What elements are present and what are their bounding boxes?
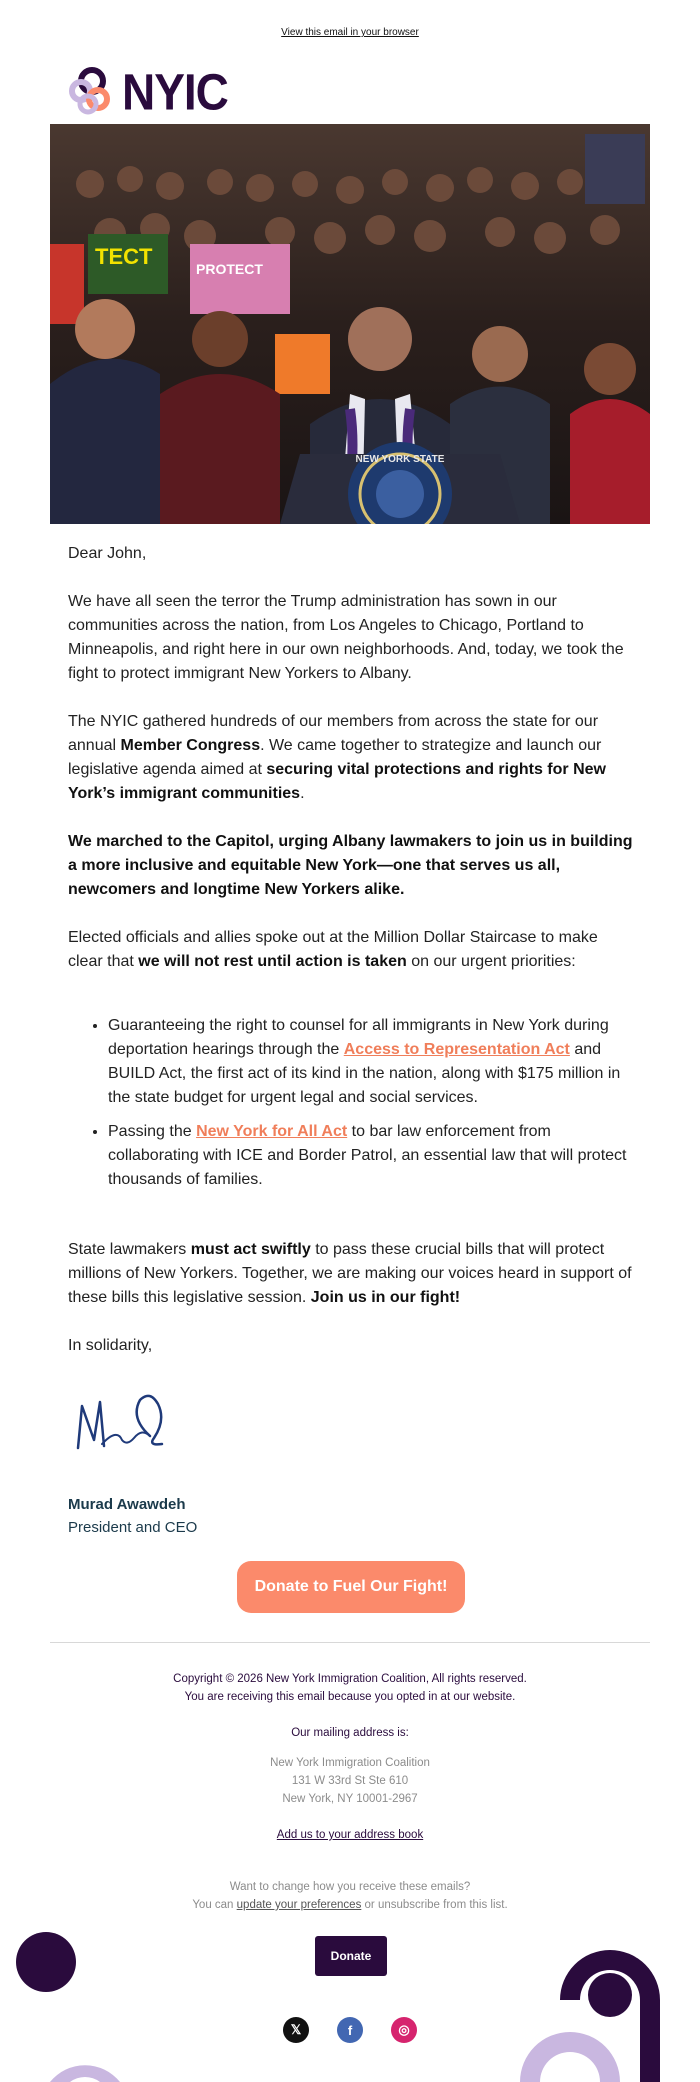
p4-text-a: Elected officials and allies spoke out at the Million Dollar Staircase to make clear that <box>68 929 598 970</box>
change-preferences-question: Want to change how you receive these emails? <box>229 1881 471 1893</box>
update-preferences-link[interactable]: update your preferences <box>236 1899 362 1911</box>
address-book-row <box>0 1827 700 1844</box>
svg-text:TECT: TECT <box>95 244 153 269</box>
member-congress-bold: Member Congress <box>120 737 261 754</box>
address-street: 131 W 33rd St Ste 610 <box>291 1775 409 1787</box>
nyic-logo-text: NYIC <box>122 63 228 121</box>
p2-bold-goal: securing vital protections and rights for New York’s immigrant communities <box>68 761 606 802</box>
p5-text-a: State lawmakers <box>68 1241 191 1258</box>
new-york-for-all-act-link[interactable]: New York for All Act <box>196 1123 348 1140</box>
donate-fuel-fight-button[interactable]: Donate to Fuel Our Fight! <box>237 1561 465 1613</box>
add-address-book-link[interactable]: Add us to your address book <box>276 1829 424 1841</box>
podium-seal-text: NEW YORK STATE <box>355 454 445 465</box>
copyright-text: Copyright © 2026 New York Immigration Coalition, All rights reserved. <box>173 1673 527 1685</box>
nyic-logo[interactable] <box>68 63 228 121</box>
p2-text-c: . We came together to strategize and launch our legislative agenda aimed at <box>68 737 602 778</box>
x-icon[interactable]: 𝕏 <box>283 2017 309 2043</box>
mailing-label: Our mailing address is: <box>291 1727 409 1739</box>
paragraph-2 <box>68 710 633 806</box>
view-in-browser-bar <box>0 27 700 38</box>
closing: In solidarity, <box>68 1337 153 1354</box>
p5-bold-a: must act swiftly <box>190 1241 311 1258</box>
list-item <box>108 1014 633 1110</box>
view-in-browser-link[interactable]: View this email in your browser <box>281 27 419 38</box>
nyic-logo-icon <box>68 66 120 118</box>
signature-title: President and CEO <box>68 1519 198 1536</box>
unsubscribe-text[interactable]: or unsubscribe from this list. <box>361 1899 508 1911</box>
footer-decoration <box>0 1900 700 2082</box>
footer-donate-button[interactable]: Donate <box>315 1936 387 1976</box>
p5-bold-join: Join us in our fight! <box>310 1289 461 1306</box>
paragraph-5 <box>68 1238 633 1310</box>
p2-text-a: The NYIC gathered hundreds of our members from across the state for our annual <box>68 713 599 754</box>
opt-in-text: You are receiving this email because you opted in at our website. <box>184 1691 516 1703</box>
address-city: New York, NY 10001-2967 <box>282 1793 418 1805</box>
paragraph-1: We have all seen the terror the Trump administration has sown in our communities across the nation, from Los Angeles to Chicago, Portland to Minneapolis, and right here in our own neighborhoods. And, today, we took the fight to protect immigrant New Yorkers to Albany. <box>68 593 624 682</box>
you-can-text: You can <box>192 1899 237 1911</box>
li1-text-b: and BUILD Act, the first act of its kind in the nation, along with $175 million in the state budget for urgent legal and social services. <box>108 1041 621 1106</box>
rally-photo-image <box>50 124 650 524</box>
p5-text-c: to pass these crucial bills that will protect millions of New Yorkers. Together, we are making our voices heard in support of these bills this legislative session. <box>68 1241 632 1306</box>
facebook-icon[interactable]: f <box>337 2017 363 2043</box>
signature-name: Murad Awawdeh <box>68 1496 186 1513</box>
paragraph-3: We marched to the Capitol, urging Albany lawmakers to join us in building a more inclusive and equitable New York—one that serves us all, newcomers and longtime New Yorkers alike. <box>68 833 633 898</box>
svg-text:PROTECT: PROTECT <box>196 261 263 277</box>
greeting: Dear John, <box>68 545 147 562</box>
paragraph-4 <box>68 926 633 974</box>
p2-text-e: . <box>300 785 305 802</box>
footer-divider <box>50 1642 650 1643</box>
access-to-representation-act-link[interactable]: Access to Representation Act <box>343 1041 570 1058</box>
signature-image <box>72 1388 172 1460</box>
li1-text-a: Guaranteeing the right to counsel for all immigrants in New York during deportation hearings through the <box>108 1017 609 1058</box>
p4-bold: we will not rest until action is taken <box>138 953 407 970</box>
p4-text-c: on our urgent priorities: <box>406 953 576 970</box>
li2-text-a: Passing the <box>108 1123 197 1140</box>
priorities-list <box>68 1014 633 1202</box>
list-item <box>108 1120 633 1192</box>
address-org: New York Immigration Coalition <box>270 1757 430 1769</box>
instagram-icon[interactable]: ◎ <box>391 2017 417 2043</box>
li2-text-b: to bar law enforcement from collaborating with ICE and Border Patrol, an essential law that will protect thousands of families. <box>108 1123 627 1188</box>
